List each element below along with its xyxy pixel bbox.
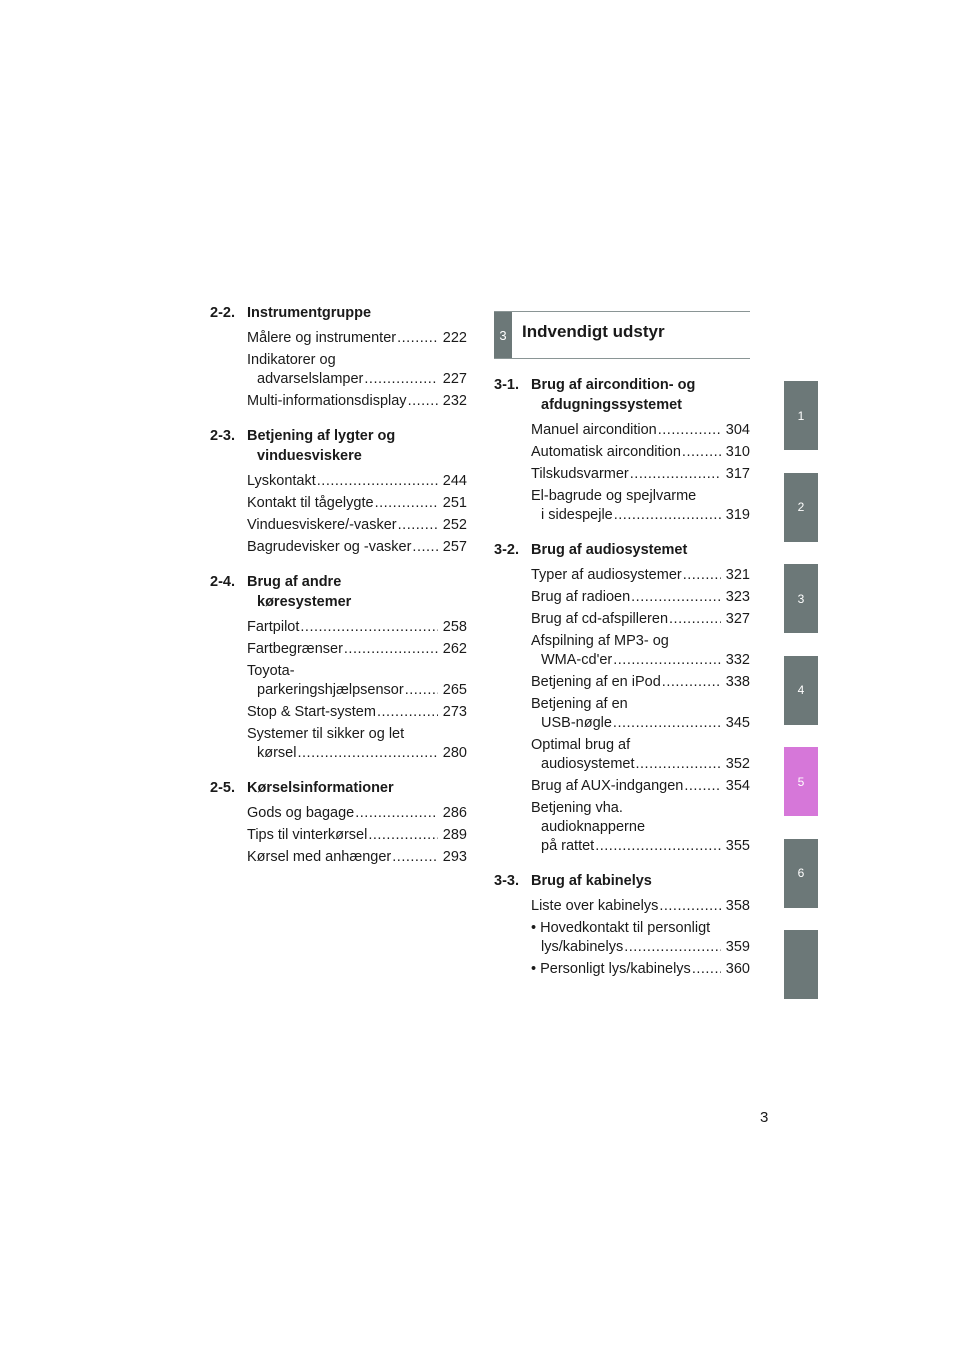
entry-row [247,703,467,722]
toc-entry [531,736,750,774]
entry-page: 359 [725,939,750,955]
entry-page: 327 [725,611,750,627]
entry-page: 293 [442,849,467,865]
section-title [531,375,750,415]
entry-row [247,392,467,411]
entry-title: kørsel [257,745,297,761]
section-title-line: vinduesviskere [257,448,362,464]
entry-title: Stop & Start-system [247,704,376,720]
toc-entry [531,421,750,440]
entry-row [531,651,750,670]
section-heading [210,778,467,798]
chapter-title: Indvendigt udstyr [522,322,665,341]
toc-section [210,778,467,867]
entry-row [247,744,467,763]
toc-entry [531,777,750,796]
section-number: 2-3. [210,428,235,444]
entry-title: parkeringshjælpsensor [257,682,404,698]
section-title [531,540,750,560]
dot-leader [630,465,721,484]
chapter-tab[interactable]: 3 [784,564,818,633]
toc-right-column [494,311,750,994]
entry-page: 280 [442,745,467,761]
entry-row [247,618,467,637]
entry-text-line: Indikatorer og [247,352,336,368]
entry-row [247,804,467,823]
entry-row [247,472,467,491]
entry-title: Kørsel med anhænger [247,849,392,865]
toc-entry [531,465,750,484]
entry-title: Lyskontakt [247,473,316,489]
entry-text-line: Optimal brug af [531,737,631,753]
dot-leader [658,421,721,440]
entry-text-line: El-bagrude og spejlvarme [531,488,697,504]
section-number: 3-1. [494,377,519,393]
entry-title: Multi-informationsdisplay [247,393,407,409]
toc-entry [531,566,750,585]
entry-title: Brug af radioen [531,589,631,605]
dot-leader [613,714,721,733]
entry-page: 317 [725,466,750,482]
chapter-number: 3 [494,312,512,358]
entry-title: Automatisk aircondition [531,444,681,460]
entry-row [531,566,750,585]
section-number: 2-4. [210,574,235,590]
entry-page: 258 [442,619,467,635]
section-heading [494,375,750,415]
entry-page: 321 [725,567,750,583]
toc-entry [247,640,467,659]
entry-page: 232 [442,393,467,409]
entry-row [247,848,467,867]
toc-entry [247,826,467,845]
section-title [247,572,467,612]
toc-section [210,303,467,411]
toc-entry [247,538,467,557]
dot-leader [317,472,438,491]
chapter-tab[interactable]: 5 [784,747,818,816]
entry-row [247,681,467,700]
entry-row [531,610,750,629]
toc-entry [531,960,750,979]
section-number: 3-2. [494,542,519,558]
entry-page: 244 [442,473,467,489]
dot-leader [300,618,438,637]
entry-page: 227 [442,371,467,387]
dot-leader [377,703,438,722]
toc-entry [531,487,750,525]
entry-page: 252 [442,517,467,533]
entry-page: 323 [725,589,750,605]
entry-title: WMA-cd'er [541,652,613,668]
entry-title: audiosystemet [541,756,635,772]
toc-entry [531,673,750,692]
page-number: 3 [760,1109,769,1126]
section-number: 2-2. [210,305,235,321]
entry-page: 265 [442,682,467,698]
entry-title: på rattet [541,838,595,854]
entry-row [531,755,750,774]
section-title [247,303,467,323]
dot-leader [595,837,721,856]
entry-row [531,897,750,916]
entry-page: 358 [725,898,750,914]
entry-page: 286 [442,805,467,821]
entry-page: 222 [442,330,467,346]
dot-leader [364,370,438,389]
entry-title: Kontakt til tågelygte [247,495,374,511]
entry-row [531,443,750,462]
entry-title: Brug af AUX-indgangen [531,778,684,794]
entry-page: 251 [442,495,467,511]
entry-row [531,673,750,692]
entry-title: i sidespejle [541,507,613,523]
entry-title: Bagrudevisker og -vasker [247,539,412,555]
toc-entry [531,919,750,957]
entry-page: 338 [725,674,750,690]
entry-title: Målere og instrumenter [247,330,397,346]
entry-page: 345 [725,715,750,731]
toc-entry [531,632,750,670]
entry-row [247,329,467,348]
entry-title: advarselslamper [257,371,364,387]
toc-entry [247,351,467,389]
section-number: 2-5. [210,780,235,796]
entry-page: 262 [442,641,467,657]
entry-title: Tilskudsvarmer [531,466,629,482]
section-title-line: Brug af andre [247,574,342,590]
entry-row [531,777,750,796]
entry-text-line: Betjening vha. [531,800,623,816]
entry-title: Fartbegrænser [247,641,343,657]
entry-page: 354 [725,778,750,794]
toc-entry [247,662,467,700]
section-heading [210,572,467,612]
entry-title: Typer af audiosystemer [531,567,682,583]
section-title-line: køresystemer [257,594,352,610]
entry-page: 257 [442,539,467,555]
section-heading [494,540,750,560]
chapter-tab[interactable]: 1 [784,381,818,450]
entry-row [531,588,750,607]
toc-section [210,572,467,763]
entry-title: Liste over kabinelys [531,898,659,914]
entry-title: Fartpilot [247,619,300,635]
section-title-line: Brug af kabinelys [531,873,652,889]
toc-entry [247,472,467,491]
entry-page: 273 [442,704,467,720]
entry-text-line: Toyota- [247,663,295,679]
chapter-header [494,311,750,359]
dot-leader [614,506,721,525]
dot-leader [405,681,438,700]
entry-title: Vinduesviskere/-vasker [247,517,397,533]
entry-row [531,465,750,484]
entry-title: Brug af cd-afspilleren [531,611,669,627]
entry-row [247,826,467,845]
dot-leader [355,804,438,823]
dot-leader [408,392,438,411]
entry-title: Tips til vinterkørsel [247,827,368,843]
entry-row [531,837,750,856]
dot-leader [368,826,438,845]
entry-row [247,516,467,535]
entry-page: 310 [725,444,750,460]
toc-entry [247,516,467,535]
entry-title: Manuel aircondition [531,422,657,438]
toc-section [494,540,750,856]
dot-leader [669,610,721,629]
toc-entry [247,618,467,637]
dot-leader [344,640,438,659]
chapter-tab[interactable] [784,930,818,999]
toc-entry [247,804,467,823]
toc-left-column [210,303,467,882]
toc-entry [531,443,750,462]
entry-text-line: Betjening af en [531,696,628,712]
dot-leader [624,938,721,957]
chapter-tab[interactable]: 4 [784,656,818,725]
toc-entry [247,703,467,722]
dot-leader [684,777,721,796]
dot-leader [392,848,438,867]
dot-leader [631,588,721,607]
toc-entry [247,494,467,513]
dot-leader [297,744,438,763]
section-title-line: Kørselsinformationer [247,780,394,796]
section-title-line: Brug af aircondition- og [531,377,696,393]
entry-row [531,421,750,440]
dot-leader [682,443,721,462]
toc-section [210,426,467,557]
section-title [247,778,467,798]
section-title [531,871,750,891]
dot-leader [412,538,438,557]
dot-leader [613,651,721,670]
toc-entry [247,392,467,411]
entry-page: 360 [725,961,750,977]
entry-row [247,640,467,659]
toc-entry [531,897,750,916]
dot-leader [397,329,438,348]
section-title-line: afdugningssystemet [541,397,682,413]
entry-title: lys/kabinelys [541,939,624,955]
dot-leader [398,516,438,535]
section-title [247,426,467,466]
section-heading [210,426,467,466]
section-title-line: Instrumentgruppe [247,305,372,321]
entry-row [531,714,750,733]
toc-entry [531,695,750,733]
dot-leader [662,673,721,692]
entry-page: 289 [442,827,467,843]
toc-section [494,871,750,979]
section-heading [210,303,467,323]
section-heading [494,871,750,891]
dot-leader [659,897,721,916]
toc-entry [247,329,467,348]
entry-row [247,538,467,557]
entry-row [531,960,750,979]
entry-title: Gods og bagage [247,805,355,821]
dot-leader [636,755,722,774]
toc-entry [531,799,750,856]
chapter-tab[interactable]: 2 [784,473,818,542]
toc-entry [247,725,467,763]
entry-page: 332 [725,652,750,668]
section-title-line: Betjening af lygter og [247,428,396,444]
right-sections [494,375,750,979]
entry-text-line: audioknapperne [541,819,646,835]
entry-text-line: • Hovedkontakt til personligt [531,920,711,936]
entry-row [247,370,467,389]
entry-row [531,506,750,525]
entry-row [531,938,750,957]
toc-entry [531,588,750,607]
entry-title: • Personligt lys/kabinelys [531,961,691,977]
dot-leader [375,494,438,513]
entry-text-line: Systemer til sikker og let [247,726,405,742]
entry-row [247,494,467,513]
entry-page: 304 [725,422,750,438]
dot-leader [683,566,721,585]
section-title-line: Brug af audiosystemet [531,542,688,558]
entry-title: USB-nøgle [541,715,612,731]
chapter-tab[interactable]: 6 [784,839,818,908]
toc-section [494,375,750,525]
entry-title: Betjening af en iPod [531,674,661,690]
entry-text-line: Afspilning af MP3- og [531,633,669,649]
section-number: 3-3. [494,873,519,889]
entry-page: 352 [725,756,750,772]
entry-page: 355 [725,838,750,854]
toc-entry [531,610,750,629]
toc-entry [247,848,467,867]
dot-leader [692,960,721,979]
entry-page: 319 [725,507,750,523]
